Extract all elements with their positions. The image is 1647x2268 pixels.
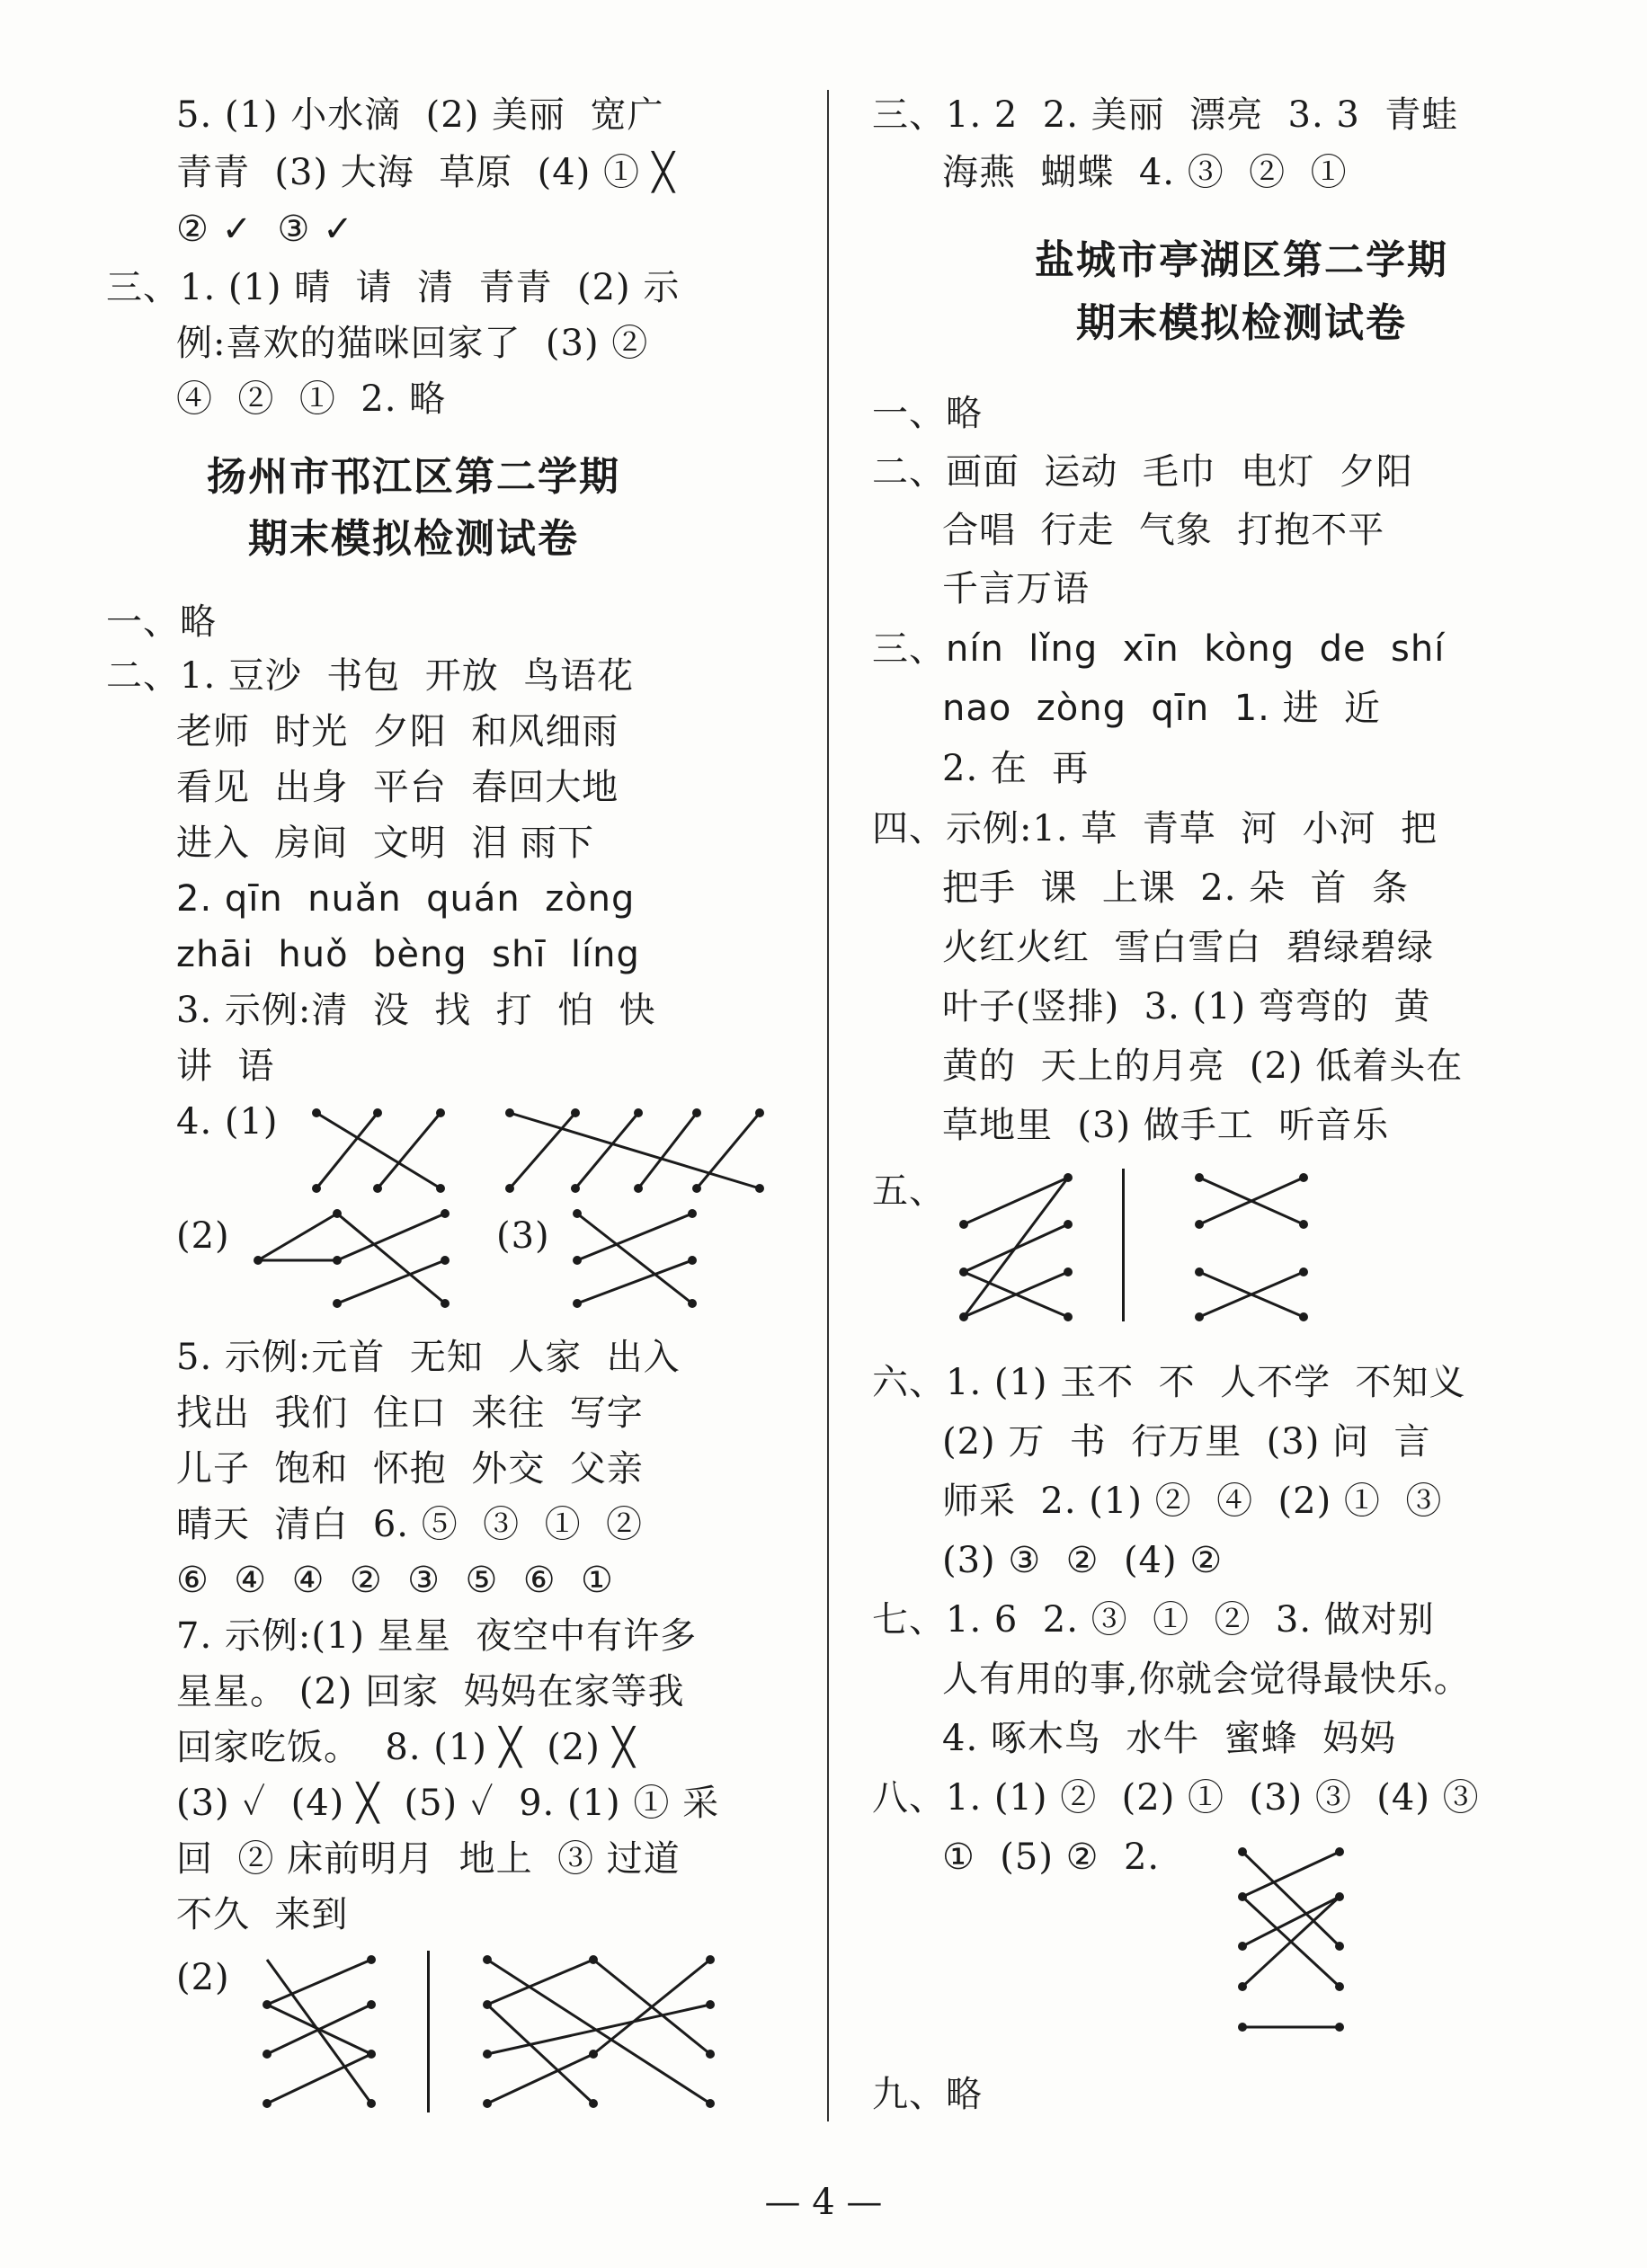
answer-line: 六、1. (1) 玉不 不 人不学 不知义 bbox=[872, 1362, 1466, 1403]
answer-line: 4. (1) bbox=[176, 1101, 279, 1143]
answer-line: 把手 课 上课 2. 朵 首 条 bbox=[942, 867, 1410, 909]
section-title: 扬州市邗江区第二学期 bbox=[207, 454, 620, 500]
matching-diagram-4-1a bbox=[306, 1106, 458, 1205]
matching-diagram-5a bbox=[953, 1169, 1088, 1330]
answer-line: 合唱 行走 气象 打抱不平 bbox=[942, 510, 1385, 551]
answer-line: 一、略 bbox=[872, 393, 983, 434]
matching-diagram-9-2b bbox=[476, 1951, 728, 2121]
answer-line: 三、1. 2 2. 美丽 漂亮 3. 3 青蛙 bbox=[872, 94, 1459, 136]
section-subtitle: 期末模拟检测试卷 bbox=[248, 516, 579, 562]
answer-line: 四、示例:1. 草 青草 河 小河 把 bbox=[872, 808, 1438, 849]
answer-line: 青青 (3) 大海 草原 (4) ① ╳ bbox=[176, 152, 675, 193]
page-number: — 4 — bbox=[764, 2182, 883, 2223]
answer-line: (3) ✓ (4) ╳ (5) ✓ 9. (1) ① 采 bbox=[176, 1783, 720, 1824]
pinyin-line: nao zòng qīn 1. 进 近 bbox=[942, 688, 1381, 729]
answer-line: 二、画面 运动 毛巾 电灯 夕阳 bbox=[872, 451, 1413, 493]
answer-line: 例:喜欢的猫咪回家了 (3) ② bbox=[176, 323, 649, 364]
answer-line: 2. 在 再 bbox=[942, 748, 1090, 789]
column-divider bbox=[827, 90, 829, 2121]
answer-line: 老师 时光 夕阳 和风细雨 bbox=[176, 711, 619, 752]
answer-line: 九、略 bbox=[872, 2074, 983, 2115]
answer-line: 找出 我们 住口 来往 写字 bbox=[176, 1392, 644, 1434]
answer-line: ⑥ ④ ④ ② ③ ⑤ ⑥ ① bbox=[176, 1560, 614, 1601]
answer-line: 三、1. (1) 晴 请 清 青青 (2) 示 bbox=[106, 267, 681, 308]
answer-line: 儿子 饱和 怀抱 外交 父亲 bbox=[176, 1448, 644, 1490]
matching-diagram-8-2 bbox=[1232, 1843, 1358, 2041]
answer-line: 一、略 bbox=[106, 601, 217, 643]
matching-diagram-4-3 bbox=[566, 1205, 710, 1321]
answer-line: 5. 示例:元首 无知 人家 出入 bbox=[176, 1337, 681, 1378]
answer-line: 星星。 (2) 回家 妈妈在家等我 bbox=[176, 1671, 685, 1712]
pinyin-line: zhāi huǒ bèng shī líng bbox=[176, 934, 640, 975]
section-subtitle: 期末模拟检测试卷 bbox=[1076, 300, 1407, 346]
answer-line: 黄的 天上的月亮 (2) 低着头在 bbox=[942, 1045, 1464, 1087]
pinyin-line: 2. qīn nuǎn quán zòng bbox=[176, 878, 636, 920]
answer-line: ① (5) ② 2. bbox=[942, 1837, 1161, 1878]
pinyin-line: 三、nín lǐng xīn kòng de shí bbox=[872, 628, 1446, 670]
answer-line: 晴天 清白 6. ⑤ ③ ① ② bbox=[176, 1504, 644, 1545]
divider-bar bbox=[427, 1951, 430, 2112]
answer-line: 5. (1) 小水滴 (2) 美丽 宽广 bbox=[176, 94, 664, 136]
answer-line: 师采 2. (1) ② ④ (2) ① ③ bbox=[942, 1481, 1443, 1522]
item-label: (2) bbox=[176, 1215, 230, 1257]
answer-line: 草地里 (3) 做手工 听音乐 bbox=[942, 1105, 1390, 1146]
section-title: 盐城市亭湖区第二学期 bbox=[1035, 237, 1448, 283]
matching-diagram-5b bbox=[1189, 1169, 1323, 1330]
answer-line: 人有用的事,你就会觉得最快乐。 bbox=[942, 1659, 1471, 1700]
answer-line: ④ ② ① 2. 略 bbox=[176, 378, 447, 420]
answer-line: 回家吃饭。 8. (1) ╳ (2) ╳ bbox=[176, 1727, 636, 1768]
answer-line: (2) 万 书 行万里 (3) 问 言 bbox=[942, 1421, 1431, 1463]
answer-line: (3) ③ ② (4) ② bbox=[942, 1540, 1224, 1581]
answer-line: 不久 来到 bbox=[176, 1894, 349, 1935]
answer-line: 进入 房间 文明 泪 雨下 bbox=[176, 823, 595, 864]
answer-line: 3. 示例:清 没 找 打 怕 快 bbox=[176, 990, 656, 1031]
answer-line: 讲 语 bbox=[176, 1045, 275, 1087]
answer-line: 7. 示例:(1) 星星 夜空中有许多 bbox=[176, 1615, 698, 1657]
divider-bar bbox=[1122, 1169, 1125, 1321]
answer-line: 七、1. 6 2. ③ ① ② 3. 做对别 bbox=[872, 1599, 1435, 1641]
answer-line: 火红火红 雪白雪白 碧绿碧绿 bbox=[942, 927, 1434, 968]
matching-diagram-4-1b bbox=[499, 1106, 778, 1205]
answer-line: 二、1. 豆沙 书包 开放 鸟语花 bbox=[106, 655, 635, 697]
answer-line: 千言万语 bbox=[942, 568, 1090, 609]
answer-line: 八、1. (1) ② (2) ① (3) ③ (4) ③ bbox=[872, 1777, 1480, 1819]
answer-line: 海燕 蝴蝶 4. ③ ② ① bbox=[942, 152, 1348, 193]
answer-line: 回 ② 床前明月 地上 ③ 过道 bbox=[176, 1838, 681, 1880]
matching-diagram-4-2 bbox=[247, 1205, 463, 1321]
answer-line: 看见 出身 平台 春回大地 bbox=[176, 767, 619, 808]
answer-line: 叶子(竖排) 3. (1) 弯弯的 黄 bbox=[942, 986, 1431, 1027]
answer-line: ② ✓ ③ ✓ bbox=[176, 209, 354, 250]
item-label: (2) bbox=[176, 1957, 230, 1998]
item-label: (3) bbox=[496, 1215, 550, 1257]
item-label: 五、 bbox=[872, 1170, 946, 1212]
matching-diagram-9-2a bbox=[256, 1951, 391, 2121]
answer-line: 4. 啄木鸟 水牛 蜜蜂 妈妈 bbox=[942, 1718, 1397, 1759]
